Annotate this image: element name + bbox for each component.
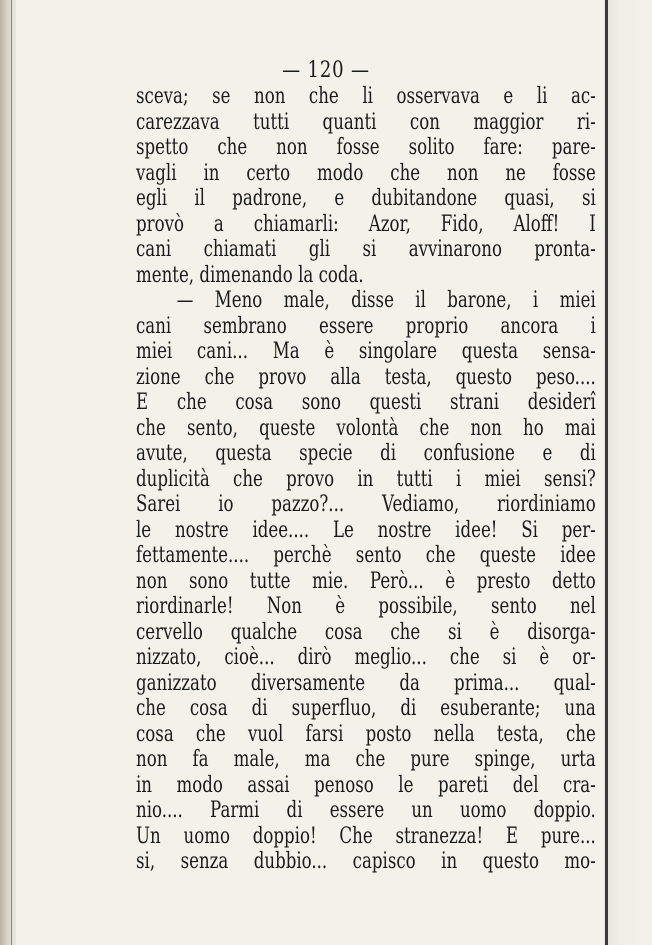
text-line: cosa che vuol farsi posto nella testa, che (136, 721, 596, 747)
text-line: egli il padrone, e dubitandone quasi, si (136, 186, 596, 211)
text-line: spetto che non fosse solito fare: pare- (136, 135, 596, 160)
text-line: nizzato, cioè... dirò meglio... che si è or- (136, 645, 596, 670)
text-line: Sarei io pazzo?... Vediamo, riordiniamo (136, 492, 596, 517)
page-number: — 120 — (282, 58, 370, 83)
text-line: E che cosa sono questi strani desiderî (136, 390, 596, 415)
text-line: mente, dimenando la coda. (136, 262, 364, 288)
text-line: cani sembrano essere proprio ancora i (136, 313, 596, 339)
text-line: si, senza dubbio... capisco in questo mo- (136, 849, 596, 874)
text-line: provò a chiamarli: Azor, Fido, Aloff! I (136, 211, 596, 237)
text-line: cani chiamati gli si avvinarono pronta- (136, 237, 596, 262)
text-line: non sono tutte mie. Però... è presto detto (136, 568, 596, 594)
page-right-edge-rule (605, 0, 608, 945)
text-line: nio.... Parmi di essere un uomo doppio. (136, 798, 596, 823)
text-line: le nostre idee.... Le nostre idee! Si per- (136, 517, 596, 543)
text-line: carezzava tutti quanti con maggior ri- (136, 109, 596, 135)
page-right-margin (604, 0, 652, 945)
page-binding-edge (0, 0, 16, 945)
text-line: che cosa di superfluo, di esuberante; una (136, 696, 596, 721)
text-line: cervello qualche cosa che si è disorga- (136, 619, 596, 645)
text-line: — Meno male, disse il barone, i miei (176, 288, 596, 313)
text-line: sceva; se non che li osservava e li ac- (136, 84, 596, 109)
text-line: riordinarle! Non è possibile, sento nel (136, 594, 596, 619)
text-line: non fa male, ma che pure spinge, urta (136, 747, 596, 772)
text-line: in modo assai penoso le pareti del cra- (136, 772, 596, 798)
text-line: avute, questa specie di confusione e di (136, 441, 596, 466)
text-line: che sento, queste volontà che non ho mai (136, 415, 596, 441)
text-line: ganizzato diversamente da prima... qual- (136, 670, 596, 696)
body-text (136, 84, 596, 875)
text-line: fettamente.... perchè sento che queste idee (136, 543, 596, 568)
text-line: miei cani... Ma è singolare questa sensa- (136, 339, 596, 364)
text-line: Un uomo doppio! Che stranezza! E pure... (136, 823, 596, 849)
text-line: duplicità che provo in tutti i miei sensi? (136, 466, 596, 492)
text-line: vagli in certo modo che non ne fosse (136, 160, 596, 186)
text-line: zione che provo alla testa, questo peso.... (136, 364, 596, 390)
